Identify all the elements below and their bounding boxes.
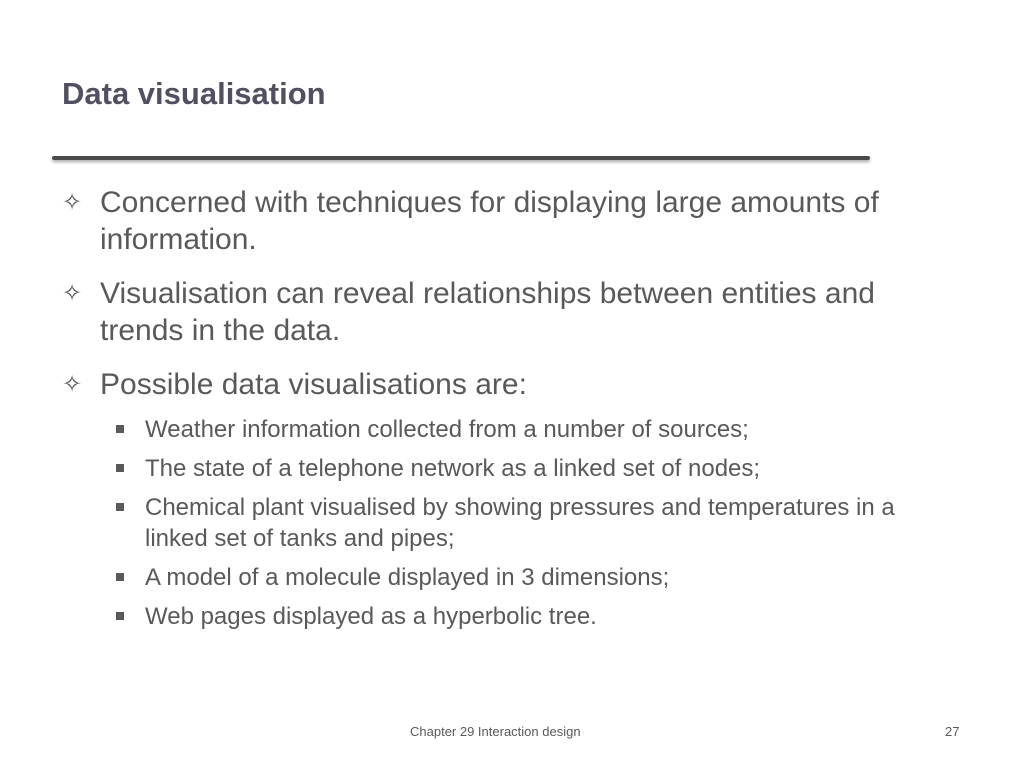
slide-body [62, 184, 962, 640]
star-bullet-icon: ✧ [62, 188, 83, 216]
sub-bullet-text: A model of a molecule displayed in 3 dimensions; [145, 564, 670, 591]
square-bullet-icon [116, 612, 124, 620]
star-bullet-icon: ✧ [62, 279, 83, 307]
square-bullet-icon [116, 425, 124, 433]
sub-bullet-text: The state of a telephone network as a linked set of nodes; [145, 455, 761, 482]
square-bullet-icon [116, 464, 124, 472]
sub-bullet-text: Web pages displayed as a hyperbolic tree. [145, 603, 597, 630]
sub-bullet-item [62, 453, 962, 484]
sub-bullet-text: Chemical plant visualised by showing pressures and temperatures in a linked set of tanks and pipes; [145, 494, 895, 552]
square-bullet-icon [116, 503, 124, 511]
bullet-text: Concerned with techniques for displaying large amounts of information. [100, 186, 879, 256]
title-underline [52, 156, 870, 160]
bullet-text: Visualisation can reveal relationships between entities and trends in the data. [100, 277, 875, 347]
sub-bullet-item [62, 601, 962, 632]
bullet-text: Possible data visualisations are: [100, 368, 527, 401]
sub-bullet-list [62, 414, 962, 632]
sub-bullet-item [62, 414, 962, 445]
sub-bullet-item [62, 562, 962, 593]
sub-bullet-text: Weather information collected from a number of sources; [145, 416, 749, 443]
bullet-item [62, 275, 962, 349]
sub-bullet-item [62, 492, 962, 554]
slide-title: Data visualisation [62, 76, 326, 111]
page-number: 27 [945, 724, 960, 739]
bullet-item [62, 184, 962, 258]
footer-chapter: Chapter 29 Interaction design [410, 724, 581, 739]
bullet-item [62, 366, 962, 403]
square-bullet-icon [116, 573, 124, 581]
star-bullet-icon: ✧ [62, 370, 83, 398]
